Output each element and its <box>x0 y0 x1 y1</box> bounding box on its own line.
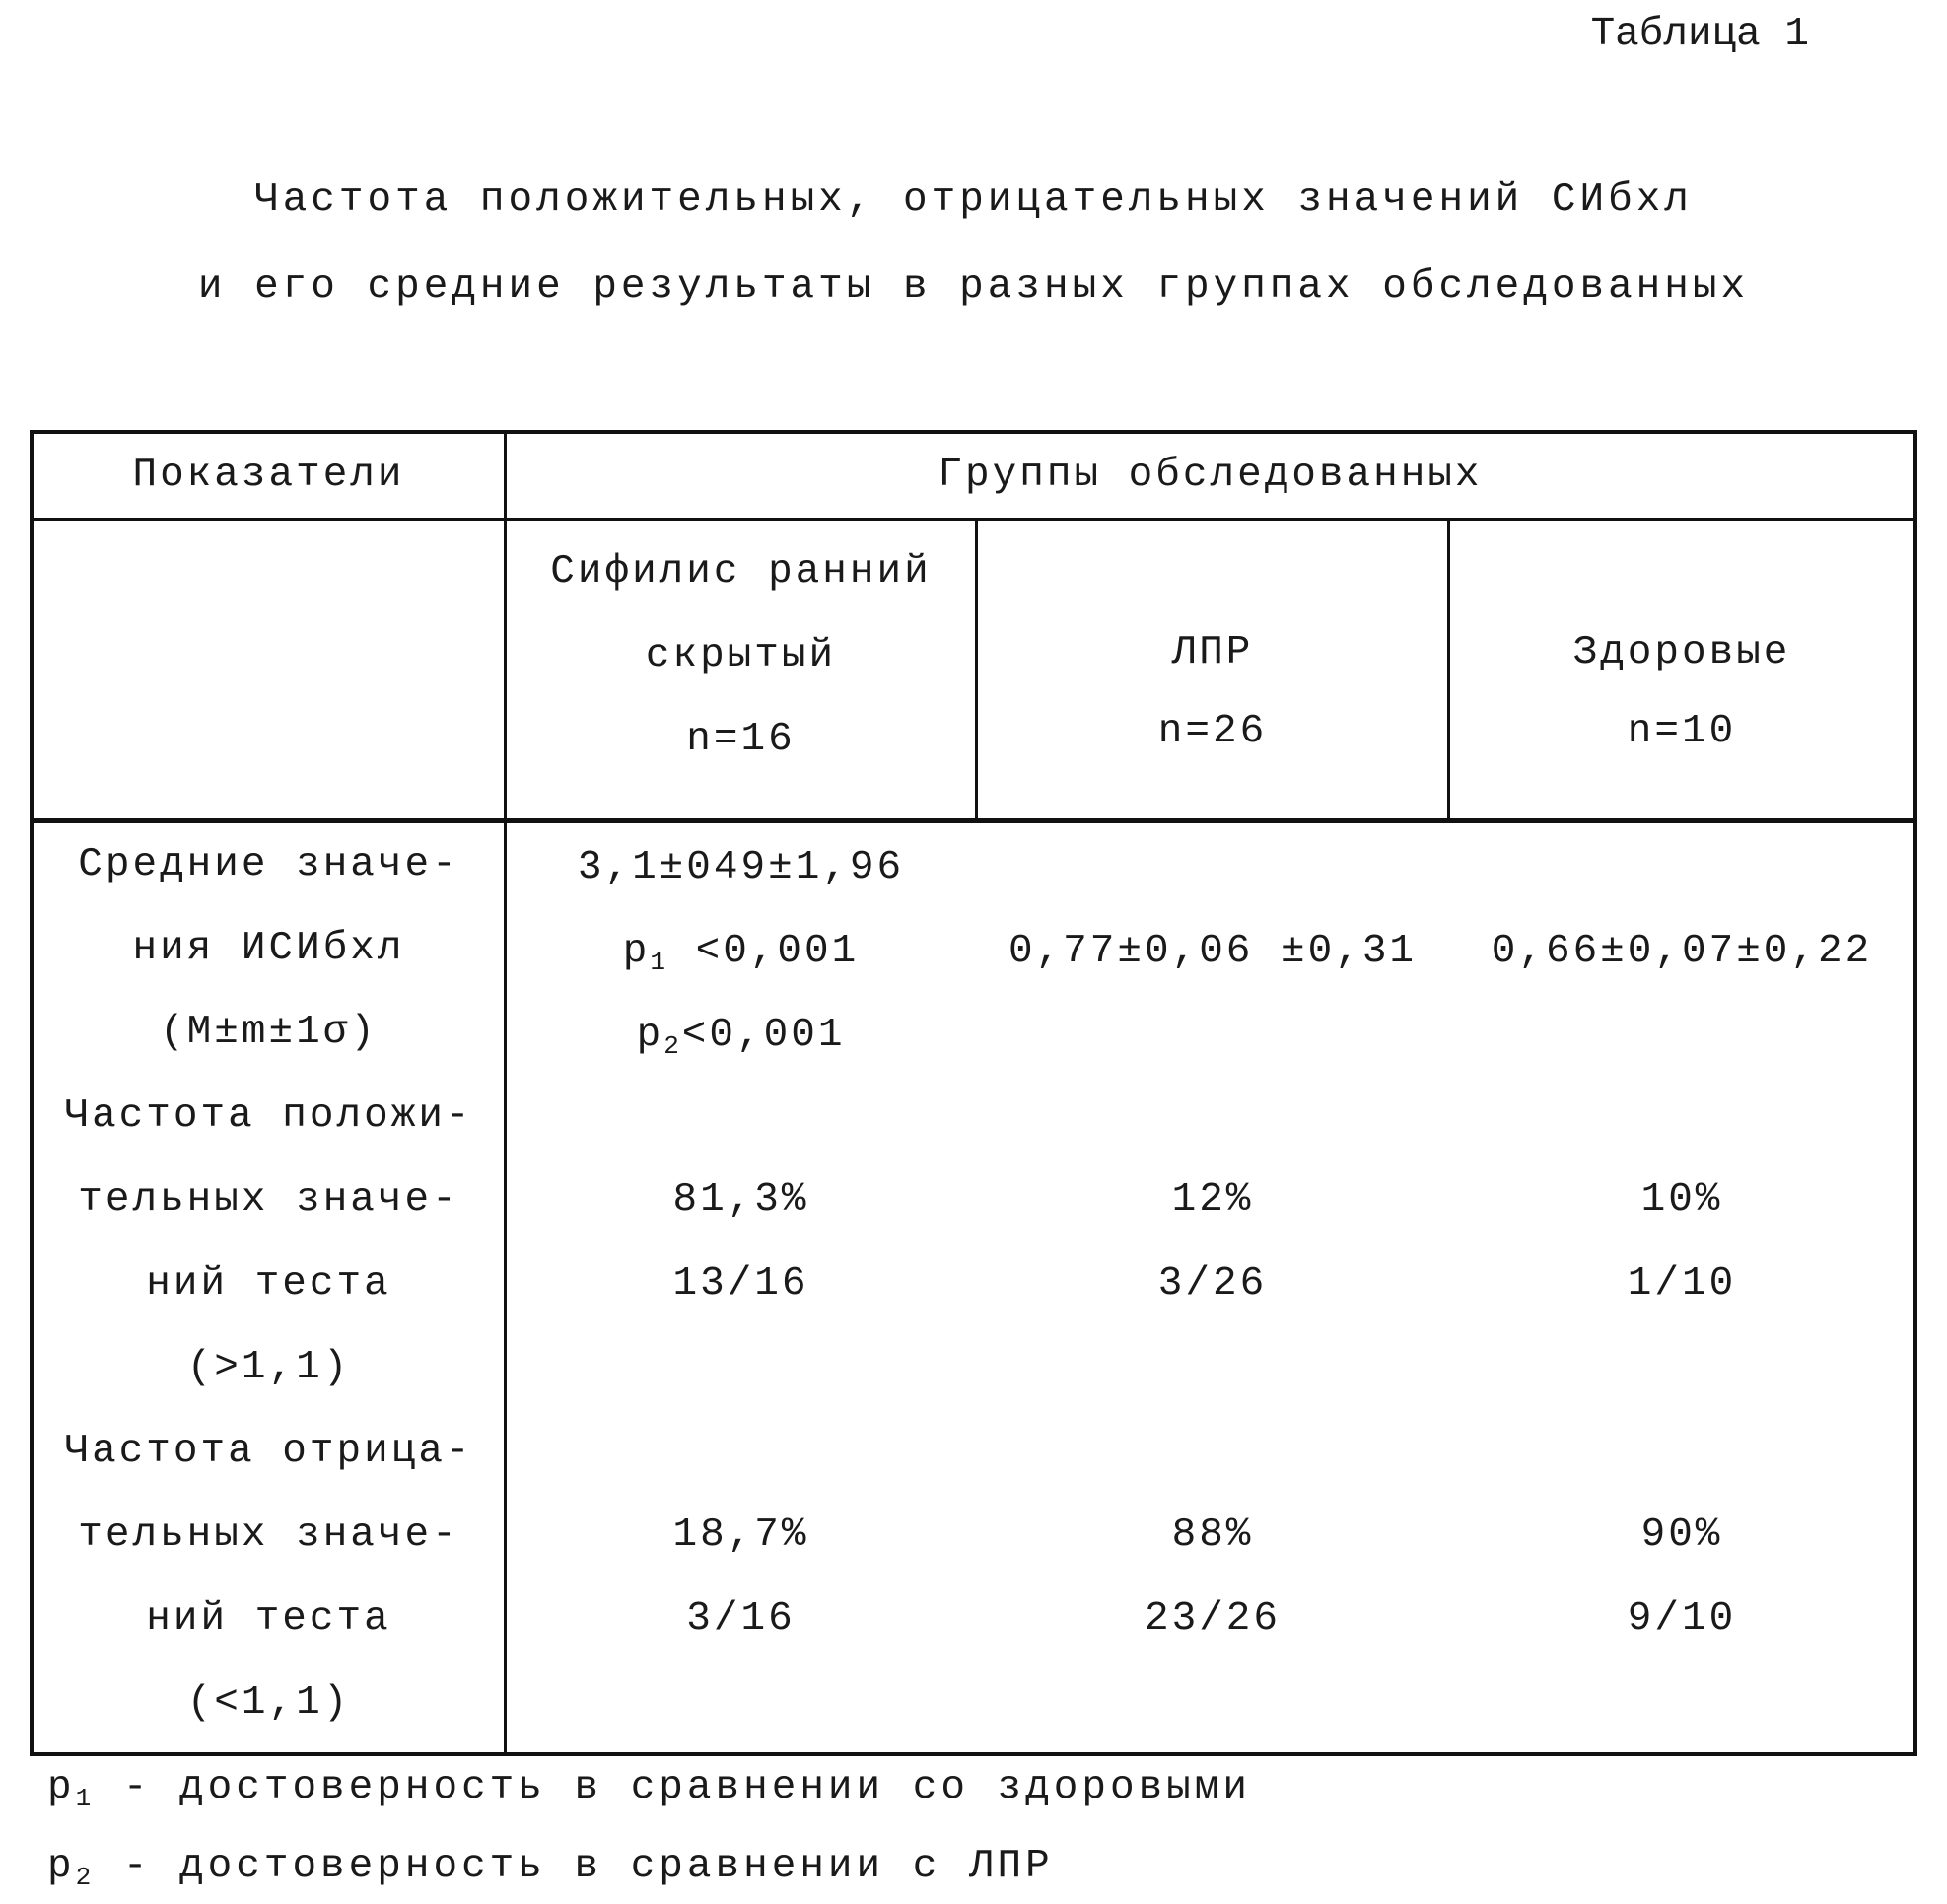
footnote-p1: p1 - достоверность в сравнении со здоровыми <box>47 1765 1251 1813</box>
row-mean-lpr: 0,77±0,06 ±0,31 <box>1008 929 1418 974</box>
row-positive-syphilis: 81,3% 13/16 <box>672 1177 809 1306</box>
row-negative-lpr: 88% 23/26 <box>1144 1513 1282 1642</box>
row-divider <box>34 518 1913 521</box>
row-mean-healthy: 0,66±0,07±0,22 <box>1491 929 1873 974</box>
table-title-line-1: Частота положительных, отрицательных значений СИбхл <box>254 177 1693 223</box>
row-mean-label: Средние значе- ния ИСИбхл (M±m±1σ) <box>78 842 459 1055</box>
row-negative-healthy: 90% 9/10 <box>1627 1513 1737 1642</box>
row-positive-lpr: 12% 3/26 <box>1157 1177 1268 1306</box>
row-mean-syphilis: 3,1±049±1,96 p1 <0,001 p2<0,001 <box>577 845 905 1061</box>
row-negative-syphilis: 18,7% 3/16 <box>672 1513 809 1642</box>
footnote-p2: p2 - достоверность в сравнении с ЛПР <box>47 1844 1054 1892</box>
header-group-healthy: Здоровые n=10 <box>1572 630 1791 754</box>
results-table <box>30 430 1917 1756</box>
table-number-label: Таблица 1 <box>1590 12 1809 57</box>
header-groups: Группы обследованных <box>938 453 1483 498</box>
header-group-syphilis: Сифилис ранний скрытый n=16 <box>550 549 932 762</box>
table-title-line-2: и его средние результаты в разных группах обследованных <box>197 264 1750 310</box>
header-indicators: Показатели <box>132 453 405 498</box>
row-negative-label: Частота отрица- тельных значе- ний теста (<1,1) <box>64 1429 473 1726</box>
header-group-lpr: ЛПР n=26 <box>1157 630 1268 754</box>
row-positive-label: Частота положи- тельных значе- ний теста (>1,1) <box>64 1093 473 1390</box>
row-positive-healthy: 10% 1/10 <box>1627 1177 1737 1306</box>
